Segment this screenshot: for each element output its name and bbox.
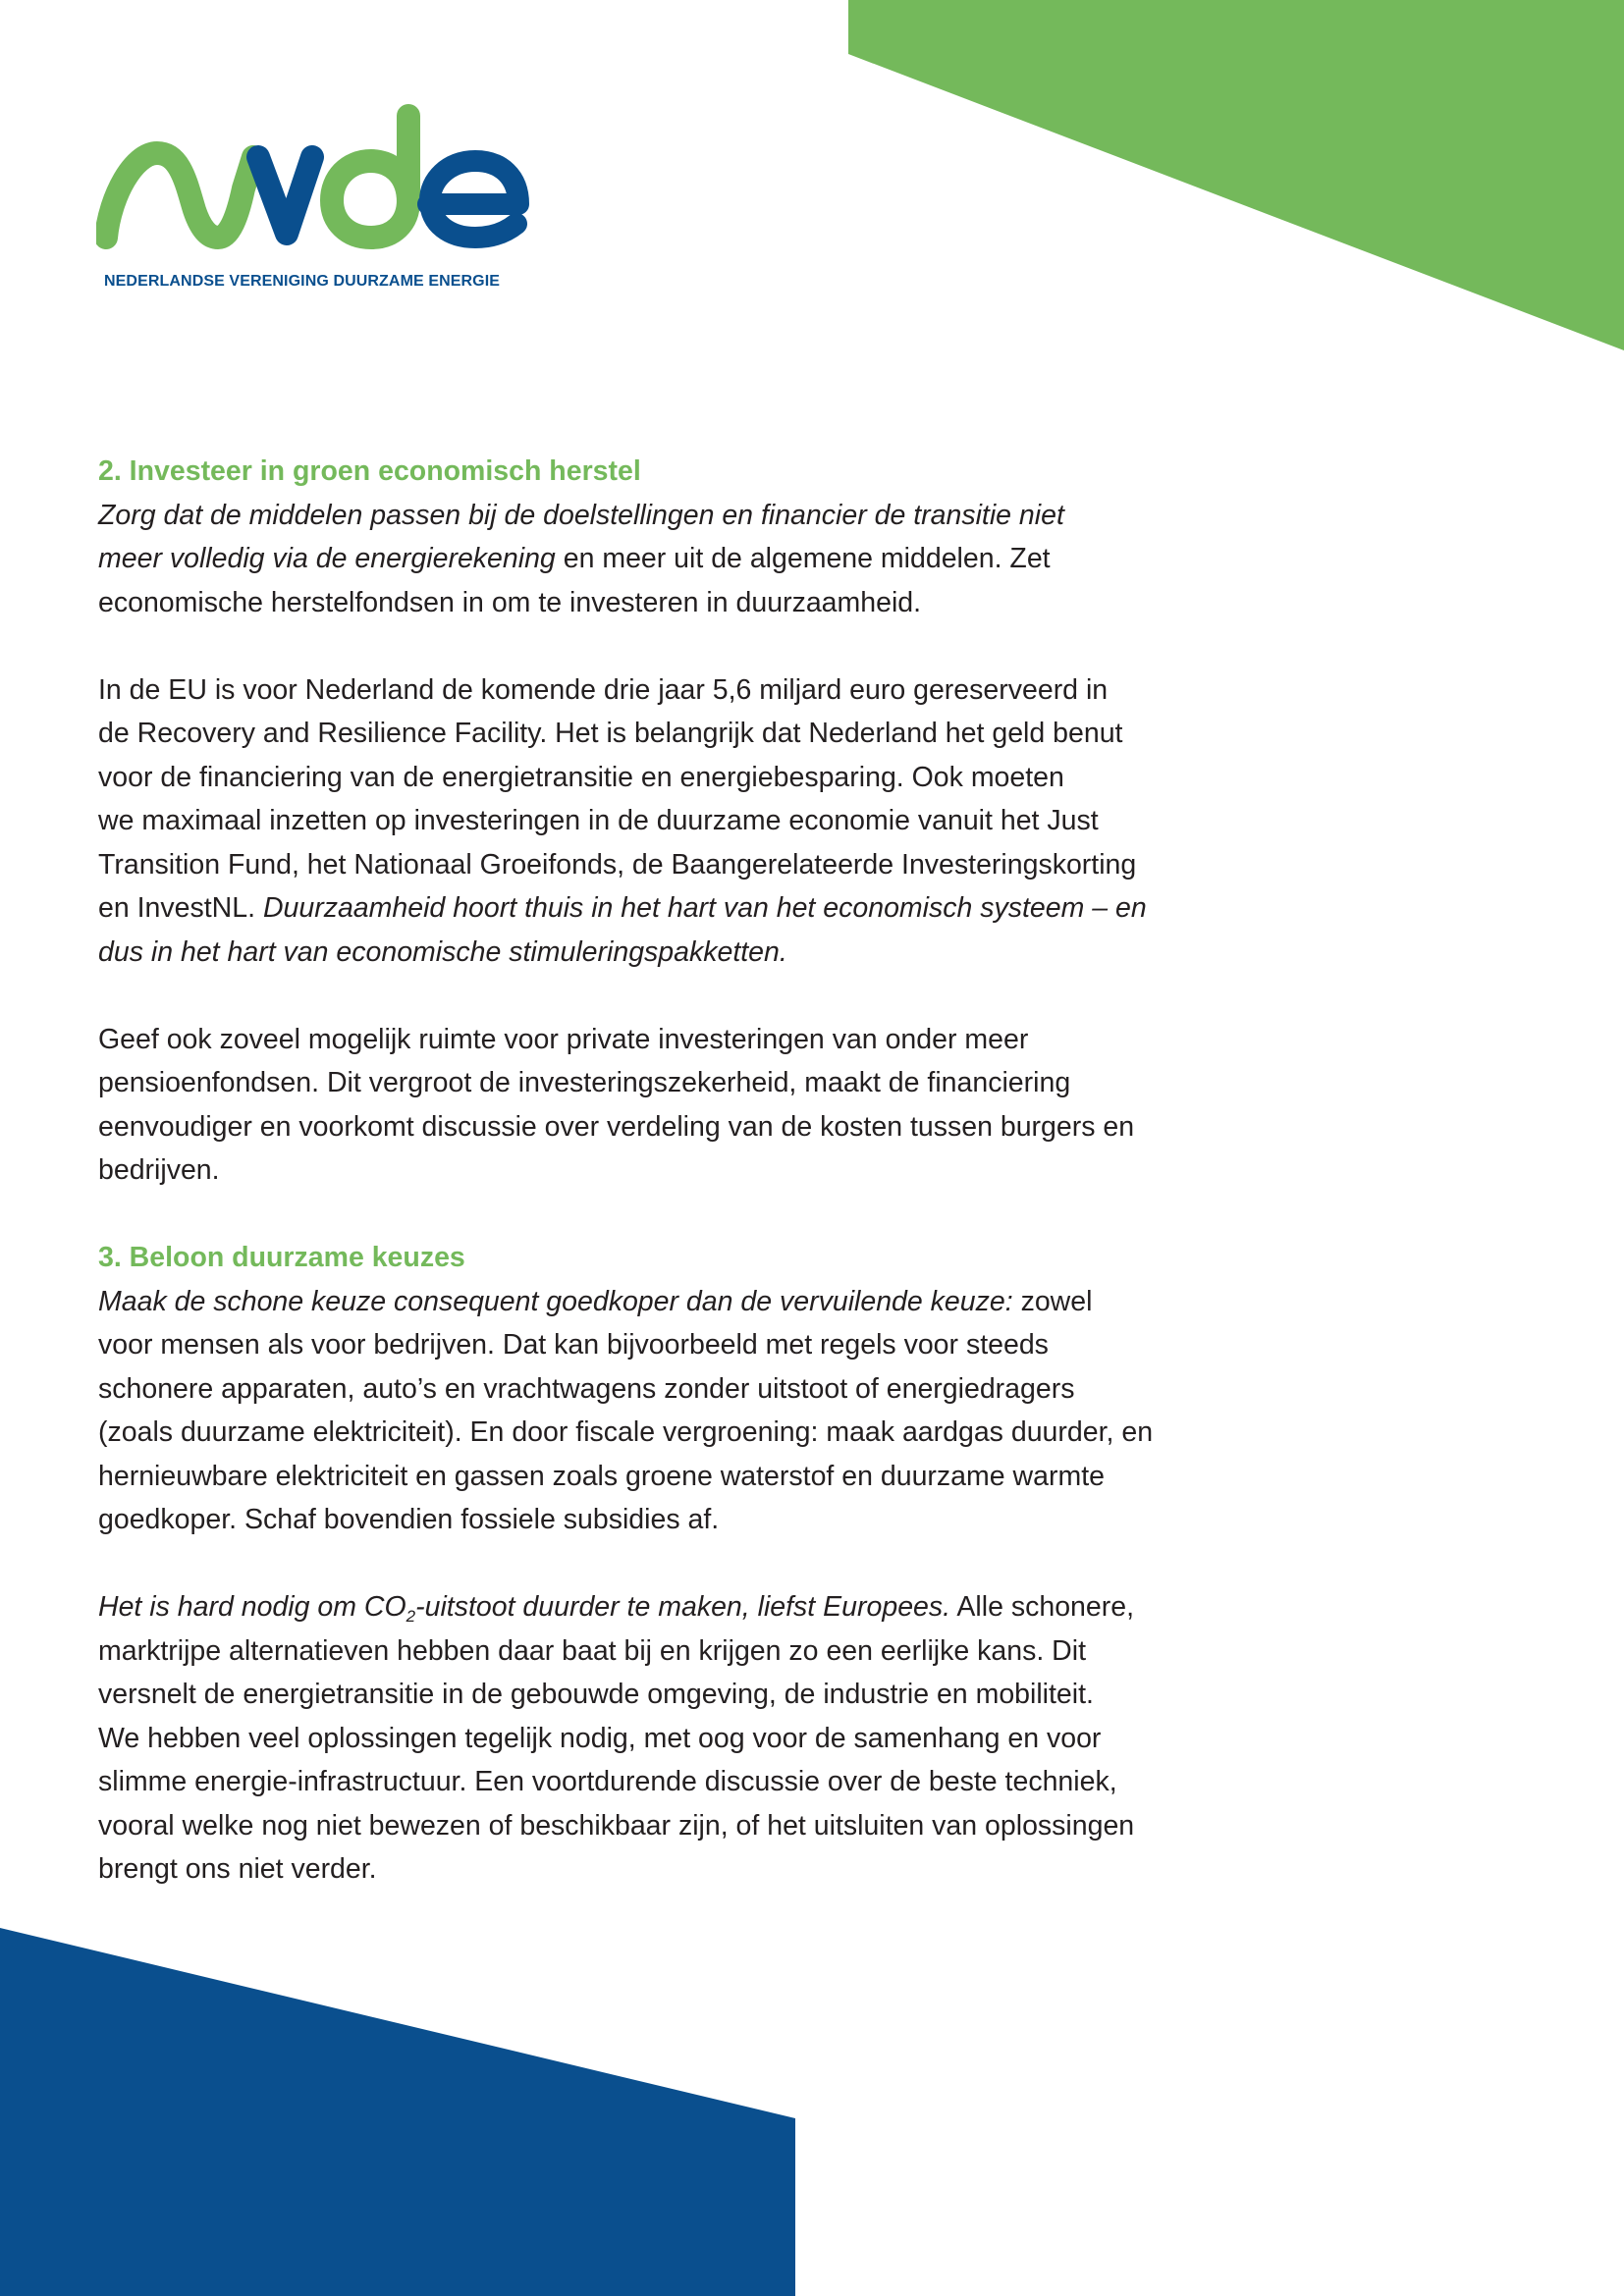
nvde-logo <box>96 94 548 300</box>
body-text: en meer uit de algemene middelen. Zet <box>555 543 1051 574</box>
body-line: brengt ons niet verder. <box>98 1853 377 1885</box>
body-line: slimme energie-infrastructuur. Een voortdurende discussie over de beste techniek, <box>98 1766 1117 1797</box>
body-line: Transition Fund, het Nationaal Groeifonds, de Baangerelateerde Investeringskorting <box>98 848 1137 881</box>
emphasis-text: Maak de schone keuze consequent goedkoper dan de vervuilende keuze: <box>98 1285 1013 1317</box>
section-2-heading: 2. Investeer in groen economisch herstel <box>98 455 641 487</box>
body-line: bedrijven. <box>98 1154 220 1186</box>
body-line: We hebben veel oplossingen tegelijk nodig, met oog voor de samenhang en voor <box>98 1722 1102 1754</box>
bottom-left-blue-shape <box>0 1928 795 2296</box>
body-line: de Recovery and Resilience Facility. Het is belangrijk dat Nederland het geld benut <box>98 718 1123 749</box>
body-line: eenvoudiger en voorkomt discussie over verdeling van de kosten tussen burgers en <box>98 1110 1135 1143</box>
body-line: pensioenfondsen. Dit vergroot de investeringszekerheid, maakt de financiering <box>98 1067 1071 1098</box>
emphasis-text: dus in het hart van economische stimuleringspakketten. <box>98 935 787 968</box>
body-line: voor mensen als voor bedrijven. Dat kan bijvoorbeeld met regels voor steeds <box>98 1329 1049 1361</box>
body-text: Alle schonere, <box>950 1591 1135 1623</box>
body-line: we maximaal inzetten op investeringen in de duurzame economie vanuit het Just <box>98 805 1099 836</box>
body-line: marktrijpe alternatieven hebben daar baat bij en krijgen zo een eerlijke kans. Dit <box>98 1634 1086 1667</box>
body-line: Geef ook zoveel mogelijk ruimte voor private investeringen van onder meer <box>98 1023 1029 1055</box>
body-line: voor de financiering van de energietransitie en energiebesparing. Ook moeten <box>98 761 1064 793</box>
body-line: schonere apparaten, auto’s en vrachtwagens zonder uitstoot of energiedragers <box>98 1372 1075 1405</box>
subscript-2: 2 <box>406 1607 416 1626</box>
emphasis-text: Duurzaamheid hoort thuis in het hart van het economisch systeem – en <box>262 892 1147 924</box>
body-text: en InvestNL. <box>98 892 263 924</box>
section-2-paragraph-2 <box>98 668 1218 975</box>
body-line: economische herstelfondsen in om te investeren in duurzaamheid. <box>98 586 922 618</box>
body-line: versnelt de energietransitie in de gebouwde omgeving, de industrie en mobiliteit. <box>98 1679 1094 1710</box>
body-text: zowel <box>1012 1285 1093 1317</box>
emphasis-text: Zorg dat de middelen passen bij de doelstellingen en financier de transitie niet <box>98 499 1064 531</box>
section-2-paragraph-3 <box>98 1018 1218 1193</box>
nvde-wordmark-graphic <box>96 94 548 271</box>
section-3-paragraph-2 <box>98 1585 1218 1892</box>
body-line: goedkoper. Schaf bovendien fossiele subsidies af. <box>98 1504 720 1535</box>
body-line: In de EU is voor Nederland de komende drie jaar 5,6 miljard euro gereserveerd in <box>98 673 1109 706</box>
emphasis-text: -uitstoot duurder te maken, liefst Europees. <box>415 1591 951 1623</box>
emphasis-text: Het is hard nodig om CO <box>98 1591 406 1623</box>
body-line: vooral welke nog niet bewezen of beschikbaar zijn, of het uitsluiten van oplossingen <box>98 1809 1135 1842</box>
document-body <box>98 450 1218 1892</box>
section-3-heading: 3. Beloon duurzame keuzes <box>98 1242 465 1273</box>
logo-tagline: NEDERLANDSE VERENIGING DUURZAME ENERGIE <box>104 273 501 290</box>
body-line: hernieuwbare elektriciteit en gassen zoals groene waterstof en duurzame warmte <box>98 1460 1105 1492</box>
body-line: (zoals duurzame elektriciteit). En door fiscale vergroening: maak aardgas duurder, en <box>98 1416 1154 1448</box>
top-right-green-shape <box>848 0 1624 353</box>
emphasis-text: meer volledig via de energierekening <box>98 543 556 574</box>
section-3-paragraph-1 <box>98 1280 1218 1542</box>
section-2-paragraph-1 <box>98 494 1218 625</box>
